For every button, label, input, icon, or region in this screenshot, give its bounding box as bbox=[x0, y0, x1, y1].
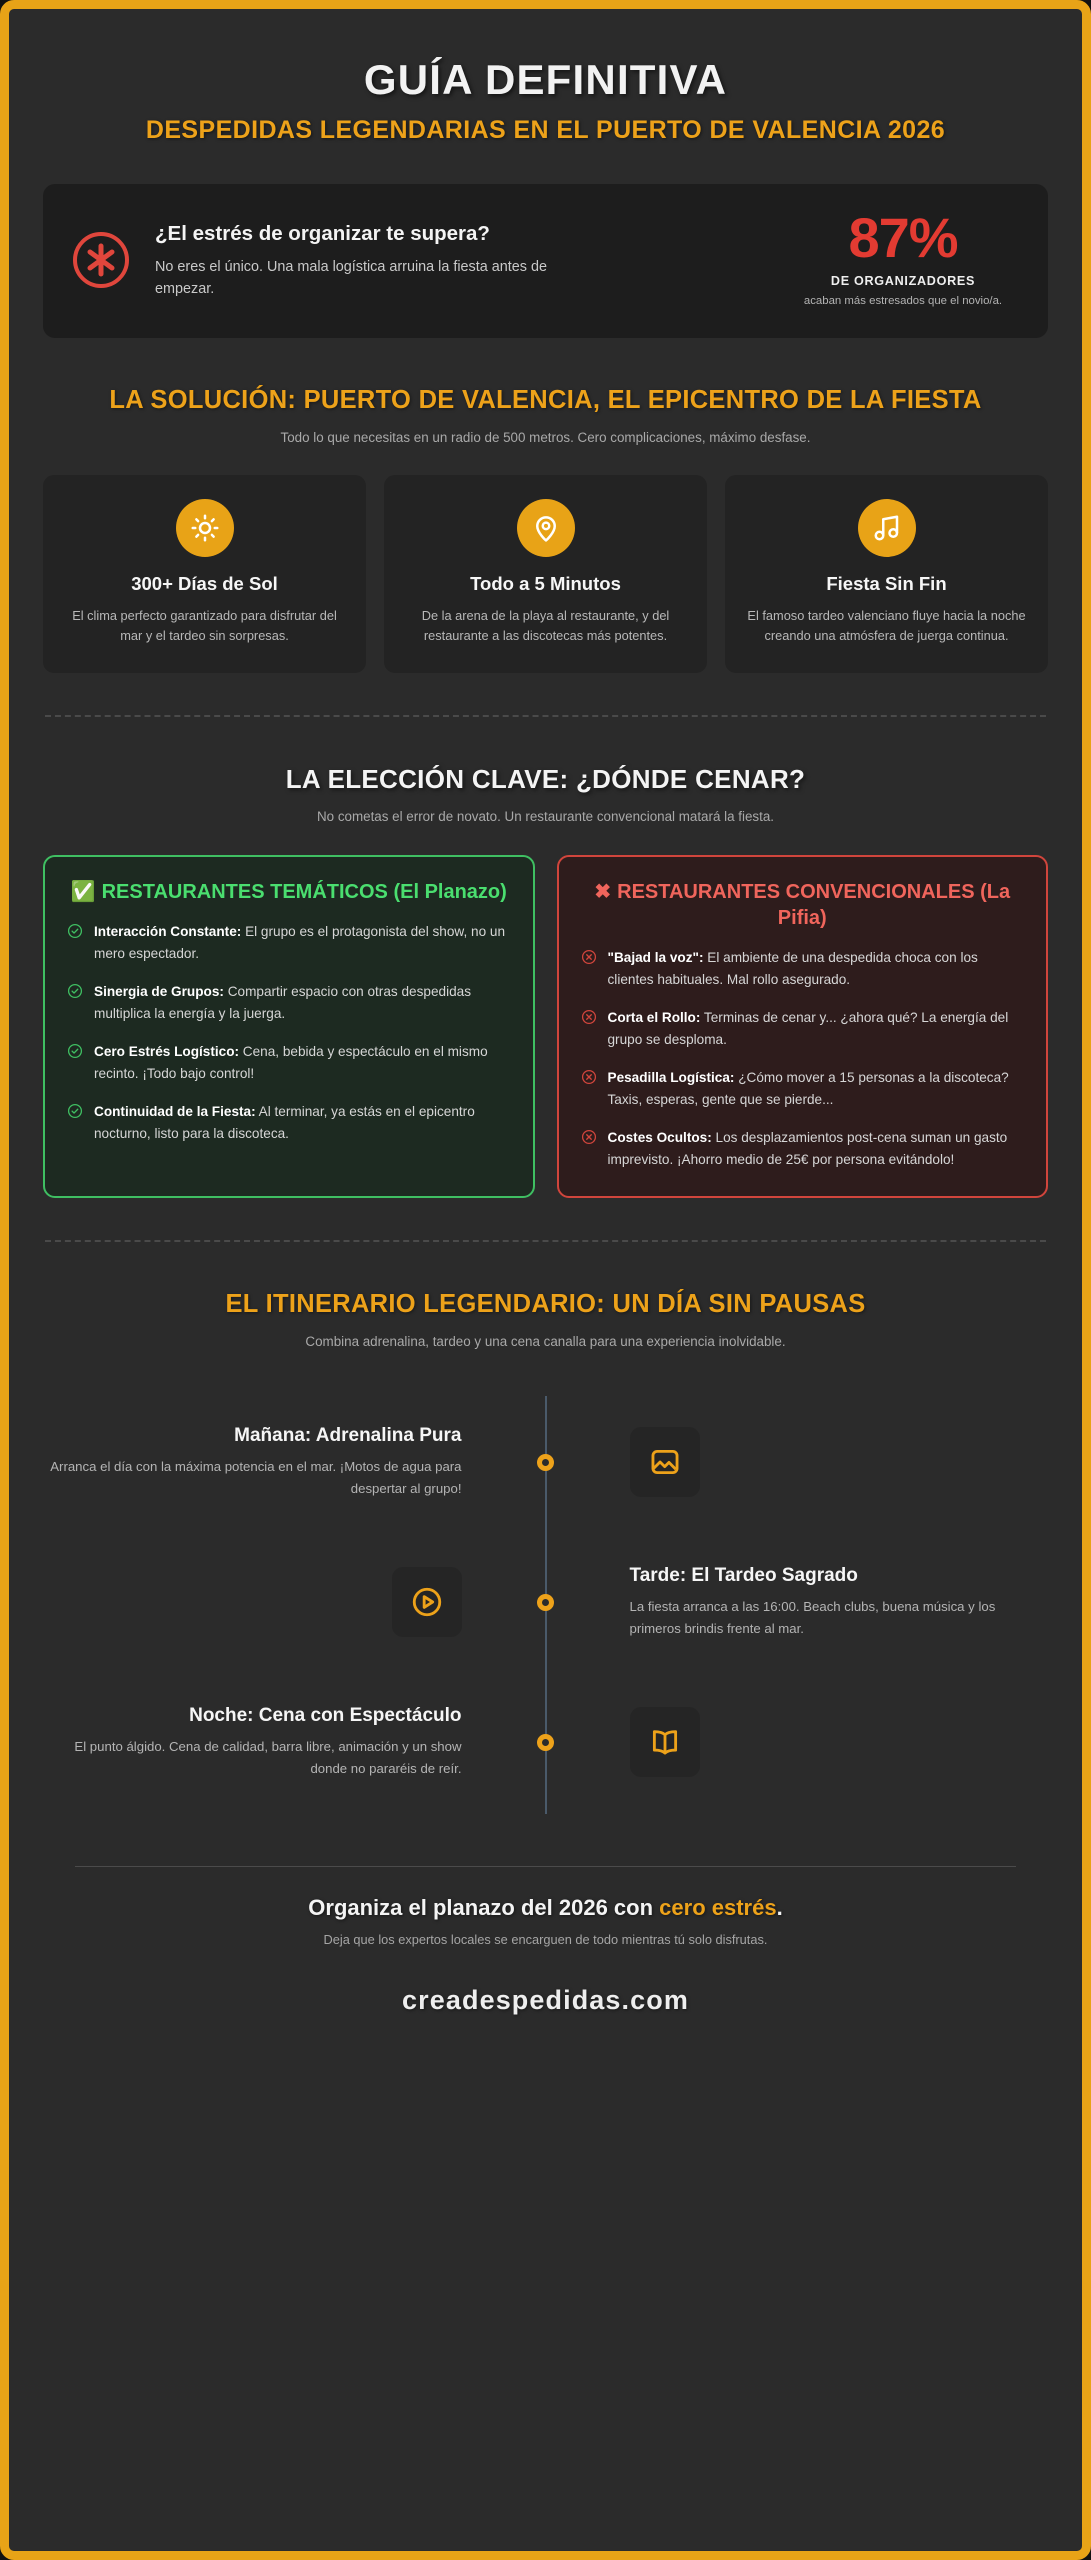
list-item bbox=[67, 1101, 511, 1144]
image-photo-icon bbox=[630, 1427, 700, 1497]
footer-cta-after: . bbox=[776, 1895, 783, 1921]
comparison-bad-title bbox=[581, 879, 1025, 931]
list-item-body: El ambiente de una despedida choca con los clientes habituales. Mal rollo asegurado. bbox=[607, 950, 978, 987]
list-item-body: ¿Cómo mover a 15 personas a la discoteca? Taxis, esperas, gente que se pierde... bbox=[607, 1070, 1009, 1107]
page-title: GUÍA DEFINITIVA bbox=[363, 56, 728, 103]
timeline-text bbox=[43, 1705, 506, 1779]
timeline-art bbox=[586, 1427, 1049, 1497]
feature-text: De la arena de la playa al restaurante, y del restaurante a las discotecas más potentes. bbox=[421, 607, 670, 644]
check-circle-icon bbox=[67, 1043, 83, 1084]
choice-heading-block bbox=[43, 763, 1048, 828]
list-item-label: "Bajad la voz": bbox=[607, 950, 704, 966]
list-item-text bbox=[94, 1101, 511, 1144]
stat-card-text bbox=[155, 220, 766, 301]
stat-card-heading: ¿El estrés de organizar te supera? bbox=[155, 221, 490, 245]
comparison-card-conventional bbox=[557, 855, 1049, 1198]
list-item-label: Continuidad de la Fiesta: bbox=[94, 1104, 256, 1120]
solution-heading: LA SOLUCIÓN: PUERTO DE VALENCIA, EL EPICENTRO DE LA FIESTA bbox=[109, 386, 982, 415]
x-circle-icon bbox=[581, 1129, 597, 1170]
stat-label: DE ORGANIZADORES bbox=[830, 274, 976, 289]
timeline-desc: Arranca el día con la máxima potencia en el mar. ¡Motos de agua para despertar al grupo! bbox=[50, 1459, 462, 1496]
music-note-icon bbox=[858, 499, 916, 557]
feature-card-row bbox=[43, 475, 1048, 673]
list-item bbox=[581, 1007, 1025, 1050]
open-book-icon bbox=[630, 1707, 700, 1777]
stat-value: 87% bbox=[848, 206, 958, 270]
header bbox=[39, 31, 1052, 158]
timeline-node bbox=[506, 1454, 586, 1471]
list-item-label: Sinergia de Grupos: bbox=[94, 984, 224, 1000]
footer bbox=[39, 1867, 1052, 2050]
timeline-desc: El punto álgido. Cena de calidad, barra libre, animación y un show donde no pararéis de reír. bbox=[74, 1739, 462, 1776]
timeline-node bbox=[506, 1734, 586, 1751]
map-pin-icon bbox=[517, 499, 575, 557]
itinerary-heading-block bbox=[43, 1288, 1048, 1352]
list-item-text bbox=[94, 981, 511, 1024]
list-item-label: Cero Estrés Logístico: bbox=[94, 1044, 240, 1060]
feature-card-location bbox=[384, 475, 707, 673]
page-subtitle: DESPEDIDAS LEGENDARIAS EN EL PUERTO DE VALENCIA 2026 bbox=[145, 116, 946, 145]
choice-heading: LA ELECCIÓN CLAVE: ¿DÓNDE CENAR? bbox=[285, 763, 806, 794]
solution-section bbox=[39, 384, 1052, 672]
list-item-text bbox=[608, 1007, 1025, 1050]
timeline-dot-icon bbox=[537, 1594, 554, 1611]
timeline-item-night bbox=[43, 1672, 1048, 1812]
timeline-title: Mañana: Adrenalina Pura bbox=[234, 1425, 462, 1447]
list-item-body: Compartir espacio con otras despedidas multiplica la energía y la juerga. bbox=[94, 984, 472, 1021]
list-item bbox=[581, 947, 1025, 990]
timeline-art bbox=[586, 1707, 1049, 1777]
list-item-text bbox=[608, 1067, 1025, 1110]
stress-stat-card bbox=[43, 184, 1048, 338]
footer-subtext: Deja que los expertos locales se encarguen de todo mientras tú solo disfrutas. bbox=[323, 1932, 768, 1948]
cross-mark-icon: ✖ bbox=[594, 881, 612, 904]
list-item-label: Interacción Constante: bbox=[94, 924, 242, 940]
list-item-label: Pesadilla Logística: bbox=[607, 1070, 735, 1086]
timeline-item-afternoon bbox=[43, 1532, 1048, 1672]
list-item-body: Al terminar, ya estás en el epicentro nocturno, listo para la discoteca. bbox=[94, 1104, 475, 1141]
check-circle-icon bbox=[67, 1103, 83, 1144]
timeline-item-morning bbox=[43, 1392, 1048, 1532]
itinerary-section bbox=[39, 1288, 1052, 1832]
x-circle-icon bbox=[581, 949, 597, 990]
check-circle-icon bbox=[67, 923, 83, 964]
list-item-body: Cena, bebida y espectáculo en el mismo recinto. ¡Todo bajo control! bbox=[94, 1044, 488, 1081]
solution-subheading: Todo lo que necesitas en un radio de 500 metros. Cero complicaciones, máximo desfase. bbox=[280, 430, 811, 446]
feature-card-music bbox=[725, 475, 1048, 673]
timeline-desc: La fiesta arranca a las 16:00. Beach clubs, buena música y los primeros brindis frente al mar. bbox=[629, 1599, 996, 1636]
list-item bbox=[67, 981, 511, 1024]
feature-text: El famoso tardeo valenciano fluye hacia la noche creando una atmósfera de juerga continua. bbox=[747, 607, 1026, 644]
section-divider-1 bbox=[45, 715, 1046, 717]
list-item bbox=[67, 921, 511, 964]
list-item-label: Costes Ocultos: bbox=[607, 1130, 712, 1146]
comparison-row bbox=[43, 855, 1048, 1198]
choice-section bbox=[39, 763, 1052, 1199]
timeline bbox=[43, 1382, 1048, 1832]
comparison-bad-title-text: RESTAURANTES CONVENCIONALES (La Pifia) bbox=[617, 881, 1011, 930]
feature-text: El clima perfecto garantizado para disfrutar del mar y el tardeo sin sorpresas. bbox=[72, 607, 337, 644]
stat-figure-block bbox=[788, 206, 1018, 310]
comparison-good-title bbox=[67, 879, 511, 905]
feature-title: Todo a 5 Minutos bbox=[470, 572, 621, 594]
feature-card-sun bbox=[43, 475, 366, 673]
footer-brand[interactable]: creadespedidas.com bbox=[402, 1985, 689, 2016]
itinerary-heading: EL ITINERARIO LEGENDARIO: UN DÍA SIN PAUSAS bbox=[225, 1290, 866, 1319]
comparison-good-list bbox=[67, 921, 511, 1144]
timeline-art bbox=[43, 1567, 506, 1637]
solution-heading-block bbox=[43, 384, 1048, 448]
stat-sublabel: acaban más estresados que el novio/a. bbox=[803, 295, 1003, 308]
feature-title: Fiesta Sin Fin bbox=[826, 572, 947, 594]
timeline-text bbox=[43, 1425, 506, 1499]
check-mark-icon: ✅ bbox=[70, 881, 96, 904]
footer-cta bbox=[59, 1895, 1032, 1921]
footer-cta-before: Organiza el planazo del 2026 con bbox=[308, 1895, 660, 1921]
x-circle-icon bbox=[581, 1009, 597, 1050]
itinerary-subheading: Combina adrenalina, tardeo y una cena canalla para una experiencia inolvidable. bbox=[305, 1334, 786, 1350]
footer-cta-highlight: cero estrés bbox=[659, 1895, 777, 1921]
timeline-dot-icon bbox=[537, 1454, 554, 1471]
list-item-text bbox=[94, 1041, 511, 1084]
timeline-node bbox=[506, 1594, 586, 1611]
list-item-body: El grupo es el protagonista del show, no un mero espectador. bbox=[94, 924, 506, 961]
timeline-title: Tarde: El Tardeo Sagrado bbox=[629, 1565, 858, 1587]
feature-title: 300+ Días de Sol bbox=[131, 572, 278, 594]
list-item-text bbox=[608, 1127, 1025, 1170]
timeline-text bbox=[586, 1565, 1049, 1639]
list-item bbox=[581, 1127, 1025, 1170]
alert-circle-icon bbox=[69, 228, 133, 292]
list-item-text bbox=[608, 947, 1025, 990]
choice-subheading: No cometas el error de novato. Un restaurante convencional matará la fiesta. bbox=[316, 809, 774, 825]
play-circle-icon bbox=[392, 1567, 462, 1637]
list-item-body: Los desplazamientos post-cena suman un gasto imprevisto. ¡Ahorro medio de 25€ por persona evitándolo! bbox=[607, 1130, 1008, 1167]
comparison-card-thematic bbox=[43, 855, 535, 1198]
list-item bbox=[581, 1067, 1025, 1110]
timeline-dot-icon bbox=[537, 1734, 554, 1751]
section-divider-2 bbox=[45, 1240, 1046, 1242]
comparison-bad-list bbox=[581, 947, 1025, 1170]
list-item-body: Terminas de cenar y... ¿ahora qué? La energía del grupo se desploma. bbox=[607, 1010, 1009, 1047]
x-circle-icon bbox=[581, 1069, 597, 1110]
timeline-title: Noche: Cena con Espectáculo bbox=[189, 1705, 462, 1727]
comparison-good-title-text: RESTAURANTES TEMÁTICOS (El Planazo) bbox=[101, 881, 507, 904]
list-item-text bbox=[94, 921, 511, 964]
list-item-label: Corta el Rollo: bbox=[607, 1010, 701, 1026]
stat-card-body: No eres el único. Una mala logística arruina la fiesta antes de empezar. bbox=[155, 259, 547, 298]
list-item bbox=[67, 1041, 511, 1084]
sun-icon bbox=[176, 499, 234, 557]
check-circle-icon bbox=[67, 983, 83, 1024]
